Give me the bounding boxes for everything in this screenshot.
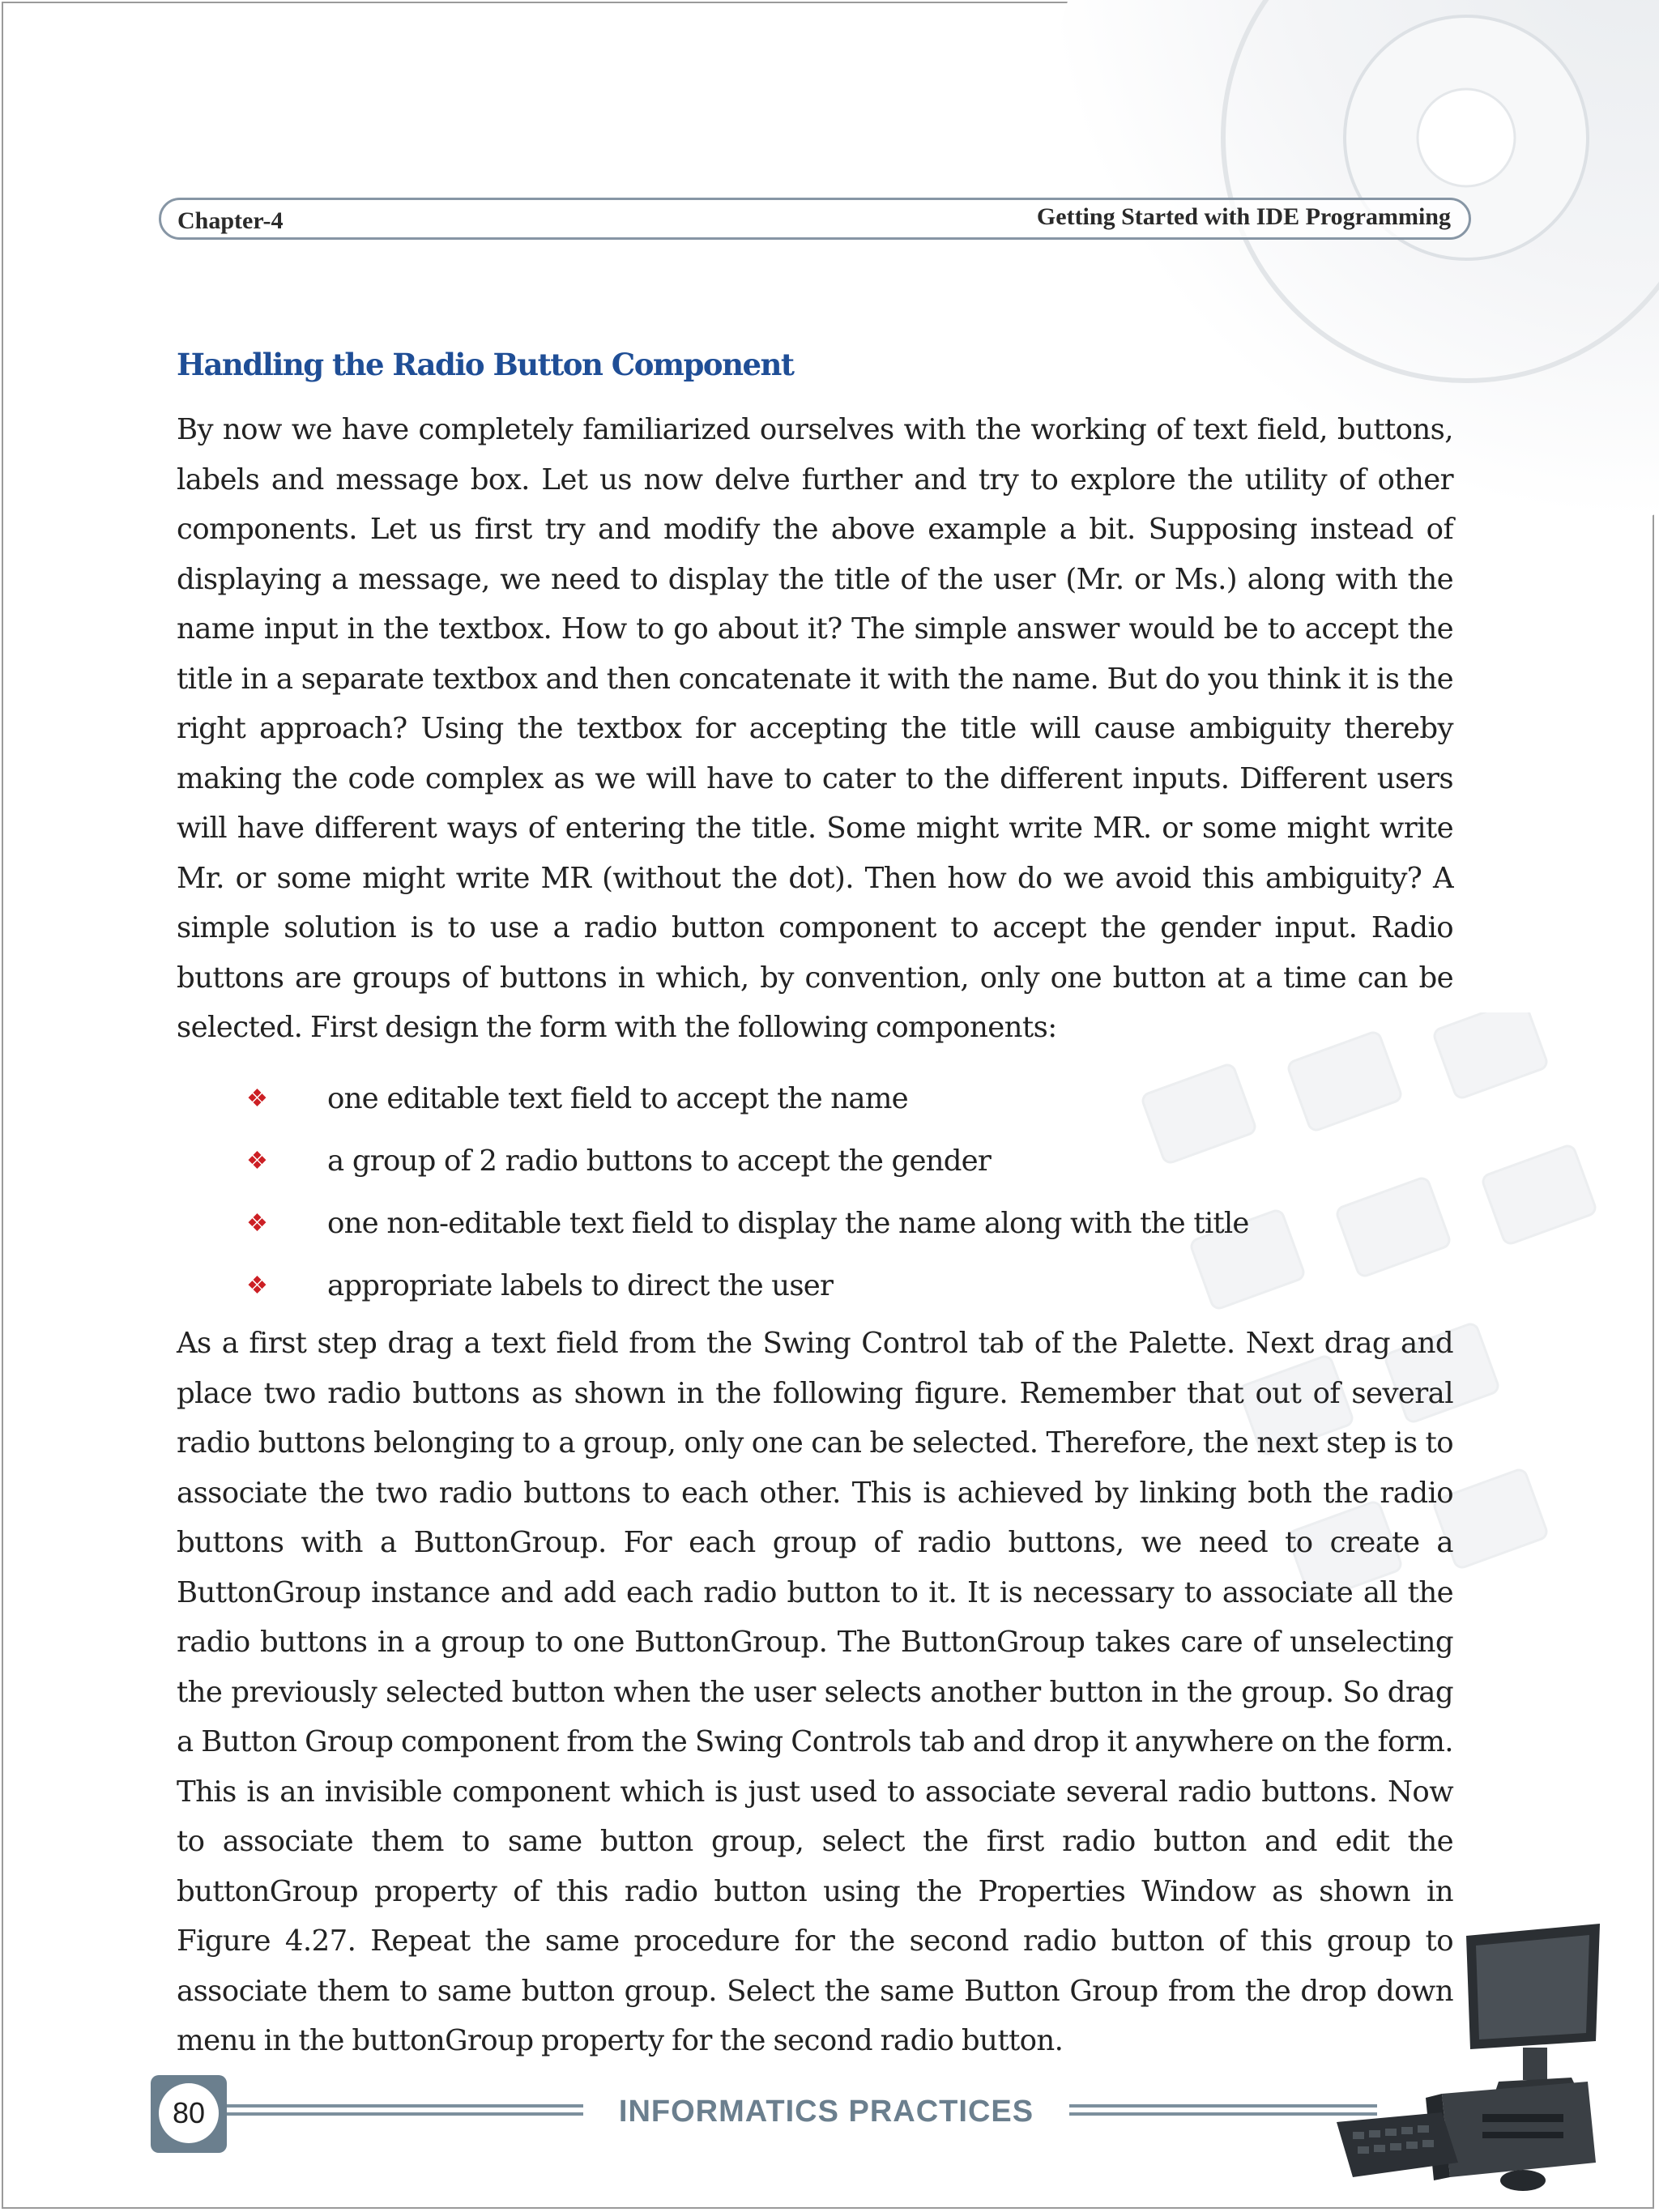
- paragraph-steps: As a first step drag a text field from the Swing Control tab of the Palette. Next drag and place two radio buttons as shown in the following figure. Remember that out of several radio buttons belonging to a group, only one can be selected. Therefore, the next step is to associate the two radio buttons to each other. This is achieved by linking both the radio buttons with a ButtonGroup. For each group of radio buttons, we need to create a ButtonGroup instance and add each radio button to it. It is necessary to associate all the radio buttons in a group to one ButtonGroup. The ButtonGroup takes care of unselecting the previously selected button when the user selects another button in the group. So drag a Button Group component from the Swing Controls tab and drop it anywhere on the form. This is an invisible component which is just used to associate several radio buttons. Now to associate them to same button group, select the first radio button and edit the buttonGroup property of this radio button using the Properties Window as shown in Figure 4.27. Repeat the same procedure for the second radio button of this group to associate them to same button group. Select the same Button Group from the drop down menu in the buttonGroup property for the second radio button.: [177, 1327, 1453, 2057]
- diamond-bullet-icon: ❖: [246, 1085, 268, 1113]
- desktop-computer-icon: [1320, 1920, 1612, 2195]
- chapter-title: Getting Started with IDE Programming: [1036, 203, 1451, 230]
- book-title: INFORMATICS PRACTICES: [583, 2095, 1069, 2129]
- list-item-text: one non-editable text field to display the name along with the title: [327, 1207, 1249, 1240]
- diamond-bullet-icon: ❖: [246, 1209, 268, 1238]
- page-number-badge: [151, 2075, 227, 2153]
- list-item-text: appropriate labels to direct the user: [327, 1269, 834, 1302]
- list-item: [246, 1192, 1445, 1255]
- list-item: [246, 1130, 1445, 1192]
- paragraph-intro: By now we have completely familiarized ourselves with the working of text field, buttons, labels and message box. Let us now delve further and try to explore the utility of other components. Let us first try and modify the above example a bit. Supposing instead of displaying a message, we need to display the title of the user (Mr. or Ms.) along with the name input in the textbox. How to go about it? The simple answer would be to accept the title in a separate textbox and then concatenate it with the name. But do you think it is the right approach? Using the textbox for accepting the title will cause ambiguity thereby making the code complex as we will have to cater to the different inputs. Different users will have different ways of entering the title. Some might write MR. or some might write Mr. or some might write MR (without the dot). Then how do we avoid this ambiguity? A simple solution is to use a radio button component to accept the gender input. Radio buttons are groups of buttons in which, by convention, only one button at a time can be selected. First design the form with the following components:: [177, 413, 1453, 1044]
- section-heading: Handling the Radio Button Component: [177, 347, 794, 382]
- list-item-text: one editable text field to accept the name: [327, 1082, 908, 1115]
- component-list: [246, 1068, 1445, 1317]
- list-item: [246, 1068, 1445, 1130]
- list-item: [246, 1255, 1445, 1317]
- chapter-header: [159, 198, 1471, 240]
- chapter-label: Chapter-4: [177, 207, 284, 234]
- diamond-bullet-icon: ❖: [246, 1272, 268, 1300]
- list-item-text: a group of 2 radio buttons to accept the gender: [327, 1144, 992, 1178]
- page-number: 80: [159, 2083, 219, 2143]
- diamond-bullet-icon: ❖: [246, 1147, 268, 1175]
